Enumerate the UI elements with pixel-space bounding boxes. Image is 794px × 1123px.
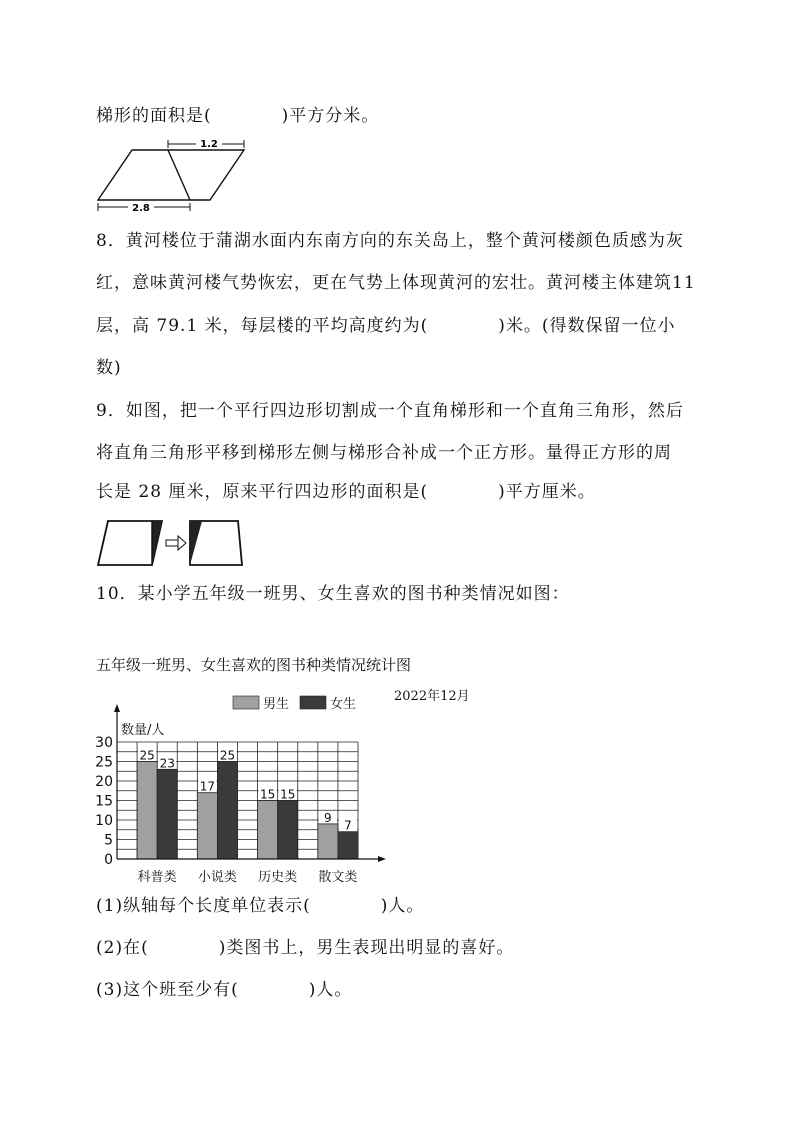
y-tick-label: 0 xyxy=(104,852,113,868)
legend-swatch xyxy=(300,696,326,709)
q10-sub-3: (3)这个班至少有( )人。 xyxy=(96,980,353,1000)
legend-label: 男生 xyxy=(263,697,290,712)
q8-line-3: 层，高 79.1 米，每层楼的平均高度约为( )米。(得数保留一位小 xyxy=(96,316,676,336)
q7-text-after: )平方分米。 xyxy=(281,106,380,126)
bar-chart xyxy=(90,690,400,890)
data-label: 25 xyxy=(219,748,236,763)
data-label: 15 xyxy=(280,787,296,802)
bar-girls xyxy=(338,832,358,859)
y-tick-label: 30 xyxy=(95,735,113,751)
data-label: 17 xyxy=(199,779,216,794)
y-axis-arrow xyxy=(114,704,120,712)
q9-line-2: 将直角三角形平移到梯形左侧与梯形合补成一个正方形。量得正方形的周 xyxy=(96,443,672,463)
bar-boys xyxy=(318,824,338,859)
data-label: 7 xyxy=(344,818,352,833)
arrow-right-icon xyxy=(166,536,186,550)
q8-line-1: 8．黄河楼位于蒲湖水面内东南方向的东关岛上，整个黄河楼颜色质感为灰 xyxy=(96,231,684,251)
x-tick-label: 散文类 xyxy=(318,870,358,885)
q9-transform-figure xyxy=(94,517,246,569)
x-tick-label: 小说类 xyxy=(197,870,237,885)
y-tick-label: 15 xyxy=(95,793,113,810)
chart-date: 2022年12月 xyxy=(394,689,470,704)
q7-answer-line xyxy=(96,104,379,128)
bar-girls xyxy=(157,769,177,859)
q10-sub-2: (2)在( )类图书上，男生表现出明显的喜好。 xyxy=(96,938,515,958)
y-tick-label: 25 xyxy=(95,754,113,771)
bar-boys xyxy=(258,801,278,860)
data-label: 9 xyxy=(324,810,332,825)
cut-line xyxy=(168,150,190,200)
x-tick-label: 历史类 xyxy=(258,870,298,885)
x-tick-label: 科普类 xyxy=(137,870,177,885)
data-label: 23 xyxy=(159,756,175,771)
bar-boys xyxy=(197,793,217,859)
q10-sub-1: (1)纵轴每个长度单位表示( )人。 xyxy=(96,896,425,916)
q9-line-1: 9．如图，把一个平行四边形切割成一个直角梯形和一个直角三角形，然后 xyxy=(96,401,684,421)
data-label: 25 xyxy=(139,748,155,763)
y-axis-label: 数量/人 xyxy=(121,723,165,738)
q9-line-3: 长是 28 厘米，原来平行四边形的面积是( )平方厘米。 xyxy=(96,482,596,502)
q10-intro: 10．某小学五年级一班男、女生喜欢的图书种类情况如图： xyxy=(96,584,570,604)
moved-triangle xyxy=(190,521,202,565)
x-axis-arrow xyxy=(378,856,386,862)
q8-line-4: 数) xyxy=(96,358,122,378)
q7-text-before: 梯形的面积是( xyxy=(96,106,212,126)
q7-parallelogram-figure xyxy=(92,136,252,216)
q8-line-2: 红，意味黄河楼气势恢宏，更在气势上体现黄河的宏壮。黄河楼主体建筑11 xyxy=(96,273,696,293)
y-tick-label: 10 xyxy=(95,813,113,829)
top-dimension-label: 1.2 xyxy=(200,139,218,150)
bottom-dimension-label: 2.8 xyxy=(132,203,150,214)
y-tick-label: 20 xyxy=(95,774,113,790)
bar-boys xyxy=(137,762,157,860)
bar-girls xyxy=(278,801,298,860)
bar-girls xyxy=(217,762,237,860)
data-label: 15 xyxy=(259,787,276,802)
legend-label: 女生 xyxy=(330,697,357,712)
y-tick-label: 5 xyxy=(104,832,113,849)
legend-swatch xyxy=(233,696,259,709)
chart-title: 五年级一班男、女生喜欢的图书种类情况统计图 xyxy=(96,656,412,674)
